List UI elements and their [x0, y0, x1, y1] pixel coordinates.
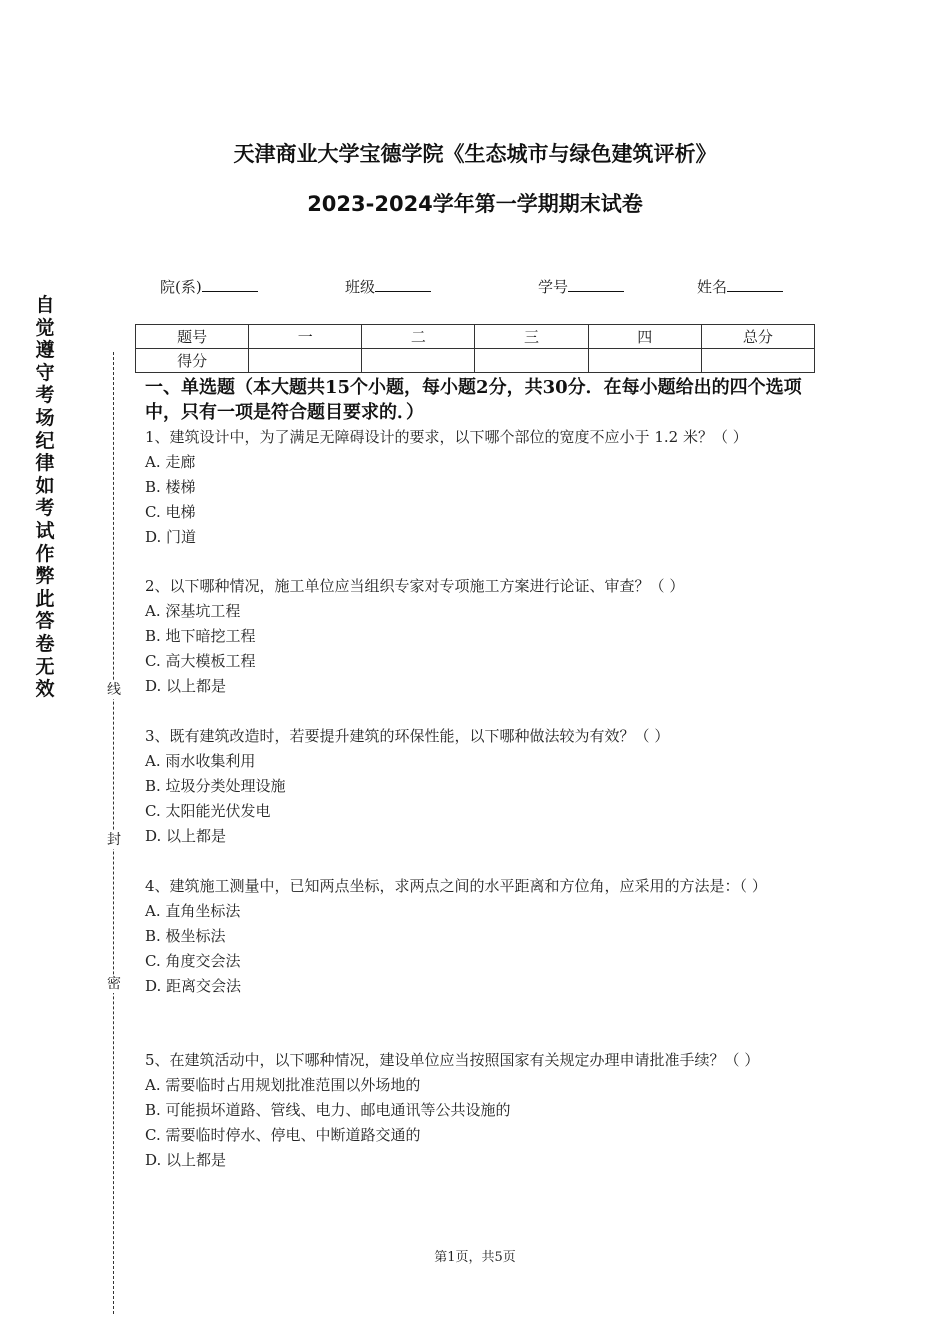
option-b[interactable]: B. 极坐标法	[145, 927, 226, 945]
class-field[interactable]	[345, 276, 431, 297]
score-header-cell: 题号	[136, 325, 249, 349]
name-field[interactable]	[697, 276, 783, 297]
option-b[interactable]: B. 可能损坏道路、管线、电力、邮电通讯等公共设施的	[145, 1101, 511, 1119]
option-a[interactable]: A. 深基坑工程	[145, 602, 241, 620]
warning-char: 无	[35, 655, 55, 678]
warning-char: 场	[35, 406, 55, 429]
option-b[interactable]: B. 楼梯	[145, 478, 196, 496]
question-3	[145, 724, 810, 849]
binding-label-feng: 封	[107, 832, 121, 848]
warning-char: 作	[35, 542, 55, 565]
warning-char: 考	[35, 497, 55, 520]
college-blank[interactable]	[202, 277, 258, 292]
question-stem: 5、在建筑活动中，以下哪种情况，建设单位应当按照国家有关规定办理申请批准手续？（ ）	[145, 1051, 760, 1069]
class-blank[interactable]	[375, 277, 431, 292]
option-a[interactable]: A. 直角坐标法	[145, 902, 241, 920]
score-cell[interactable]	[362, 349, 475, 373]
score-header-cell: 三	[475, 325, 588, 349]
score-cell[interactable]	[701, 349, 814, 373]
warning-char: 试	[35, 519, 55, 542]
question-stem: 1、建筑设计中，为了满足无障碍设计的要求，以下哪个部位的宽度不应小于 1.2 米？（ ）	[145, 428, 748, 446]
option-b[interactable]: B. 垃圾分类处理设施	[145, 777, 286, 795]
score-header-cell: 一	[249, 325, 362, 349]
score-table-header-row	[136, 325, 815, 349]
binding-label-xian: 线	[107, 682, 121, 698]
option-b[interactable]: B. 地下暗挖工程	[145, 627, 256, 645]
option-a[interactable]: A. 需要临时占用规划批准范围以外场地的	[145, 1076, 421, 1094]
option-d[interactable]: D. 以上都是	[145, 827, 227, 845]
score-cell[interactable]	[475, 349, 588, 373]
warning-char: 考	[35, 384, 55, 407]
question-1	[145, 425, 810, 550]
option-c[interactable]: C. 电梯	[145, 503, 196, 521]
warning-char: 守	[35, 361, 55, 384]
option-a[interactable]: A. 雨水收集利用	[145, 752, 256, 770]
student-id-field[interactable]	[538, 276, 624, 297]
score-cell[interactable]	[588, 349, 701, 373]
student-id-blank[interactable]	[568, 277, 624, 292]
warning-char: 觉	[35, 316, 55, 339]
score-table-score-row	[136, 349, 815, 373]
page-number: 第1页，共5页	[434, 1250, 516, 1265]
warning-char: 答	[35, 610, 55, 633]
option-d[interactable]: D. 距离交会法	[145, 977, 242, 995]
question-stem: 3、既有建筑改造时，若要提升建筑的环保性能，以下哪种做法较为有效？（ ）	[145, 727, 670, 745]
score-header-cell: 四	[588, 325, 701, 349]
exam-title-line1: 天津商业大学宝德学院《生态城市与绿色建筑评析》	[233, 142, 717, 166]
option-d[interactable]: D. 以上都是	[145, 677, 227, 695]
warning-char: 卷	[35, 632, 55, 655]
name-label: 姓名	[697, 278, 728, 296]
warning-char: 遵	[35, 339, 55, 362]
score-row-label: 得分	[136, 349, 249, 373]
question-2	[145, 574, 810, 699]
question-stem: 2、以下哪种情况，施工单位应当组织专家对专项施工方案进行论证、审查？（ ）	[145, 577, 685, 595]
warning-char: 自	[35, 294, 55, 316]
option-c[interactable]: C. 角度交会法	[145, 952, 241, 970]
question-5	[145, 1048, 810, 1173]
option-c[interactable]: C. 需要临时停水、停电、中断道路交通的	[145, 1126, 421, 1144]
option-d[interactable]: D. 以上都是	[145, 1151, 227, 1169]
score-table	[135, 324, 815, 373]
student-id-label: 学号	[538, 278, 569, 296]
score-header-cell: 总分	[701, 325, 814, 349]
college-field[interactable]	[160, 276, 258, 297]
option-c[interactable]: C. 高大模板工程	[145, 652, 256, 670]
name-blank[interactable]	[727, 277, 783, 292]
exam-discipline-warning	[31, 294, 59, 701]
warning-char: 律	[35, 452, 55, 475]
warning-char: 弊	[35, 565, 55, 588]
warning-char: 如	[35, 474, 55, 497]
college-label: 院(系)	[160, 278, 202, 296]
score-header-cell: 二	[362, 325, 475, 349]
binding-label-mi: 密	[107, 976, 121, 992]
exam-title-line2: 2023-2024学年第一学期期末试卷	[307, 192, 643, 216]
option-c[interactable]: C. 太阳能光伏发电	[145, 802, 271, 820]
warning-char: 效	[35, 678, 55, 701]
option-a[interactable]: A. 走廊	[145, 453, 196, 471]
score-cell[interactable]	[249, 349, 362, 373]
question-4	[145, 874, 810, 999]
class-label: 班级	[345, 278, 376, 296]
question-stem: 4、建筑施工测量中，已知两点坐标，求两点之间的水平距离和方位角，应采用的方法是：（ ）	[145, 877, 767, 895]
warning-char: 纪	[35, 429, 55, 452]
option-d[interactable]: D. 门道	[145, 528, 197, 546]
section-heading: 一、单选题（本大题共15个小题，每小题2分，共30分．在每小题给出的四个选项中，只有一项是符合题目要求的．）	[145, 377, 802, 423]
warning-char: 此	[35, 587, 55, 610]
